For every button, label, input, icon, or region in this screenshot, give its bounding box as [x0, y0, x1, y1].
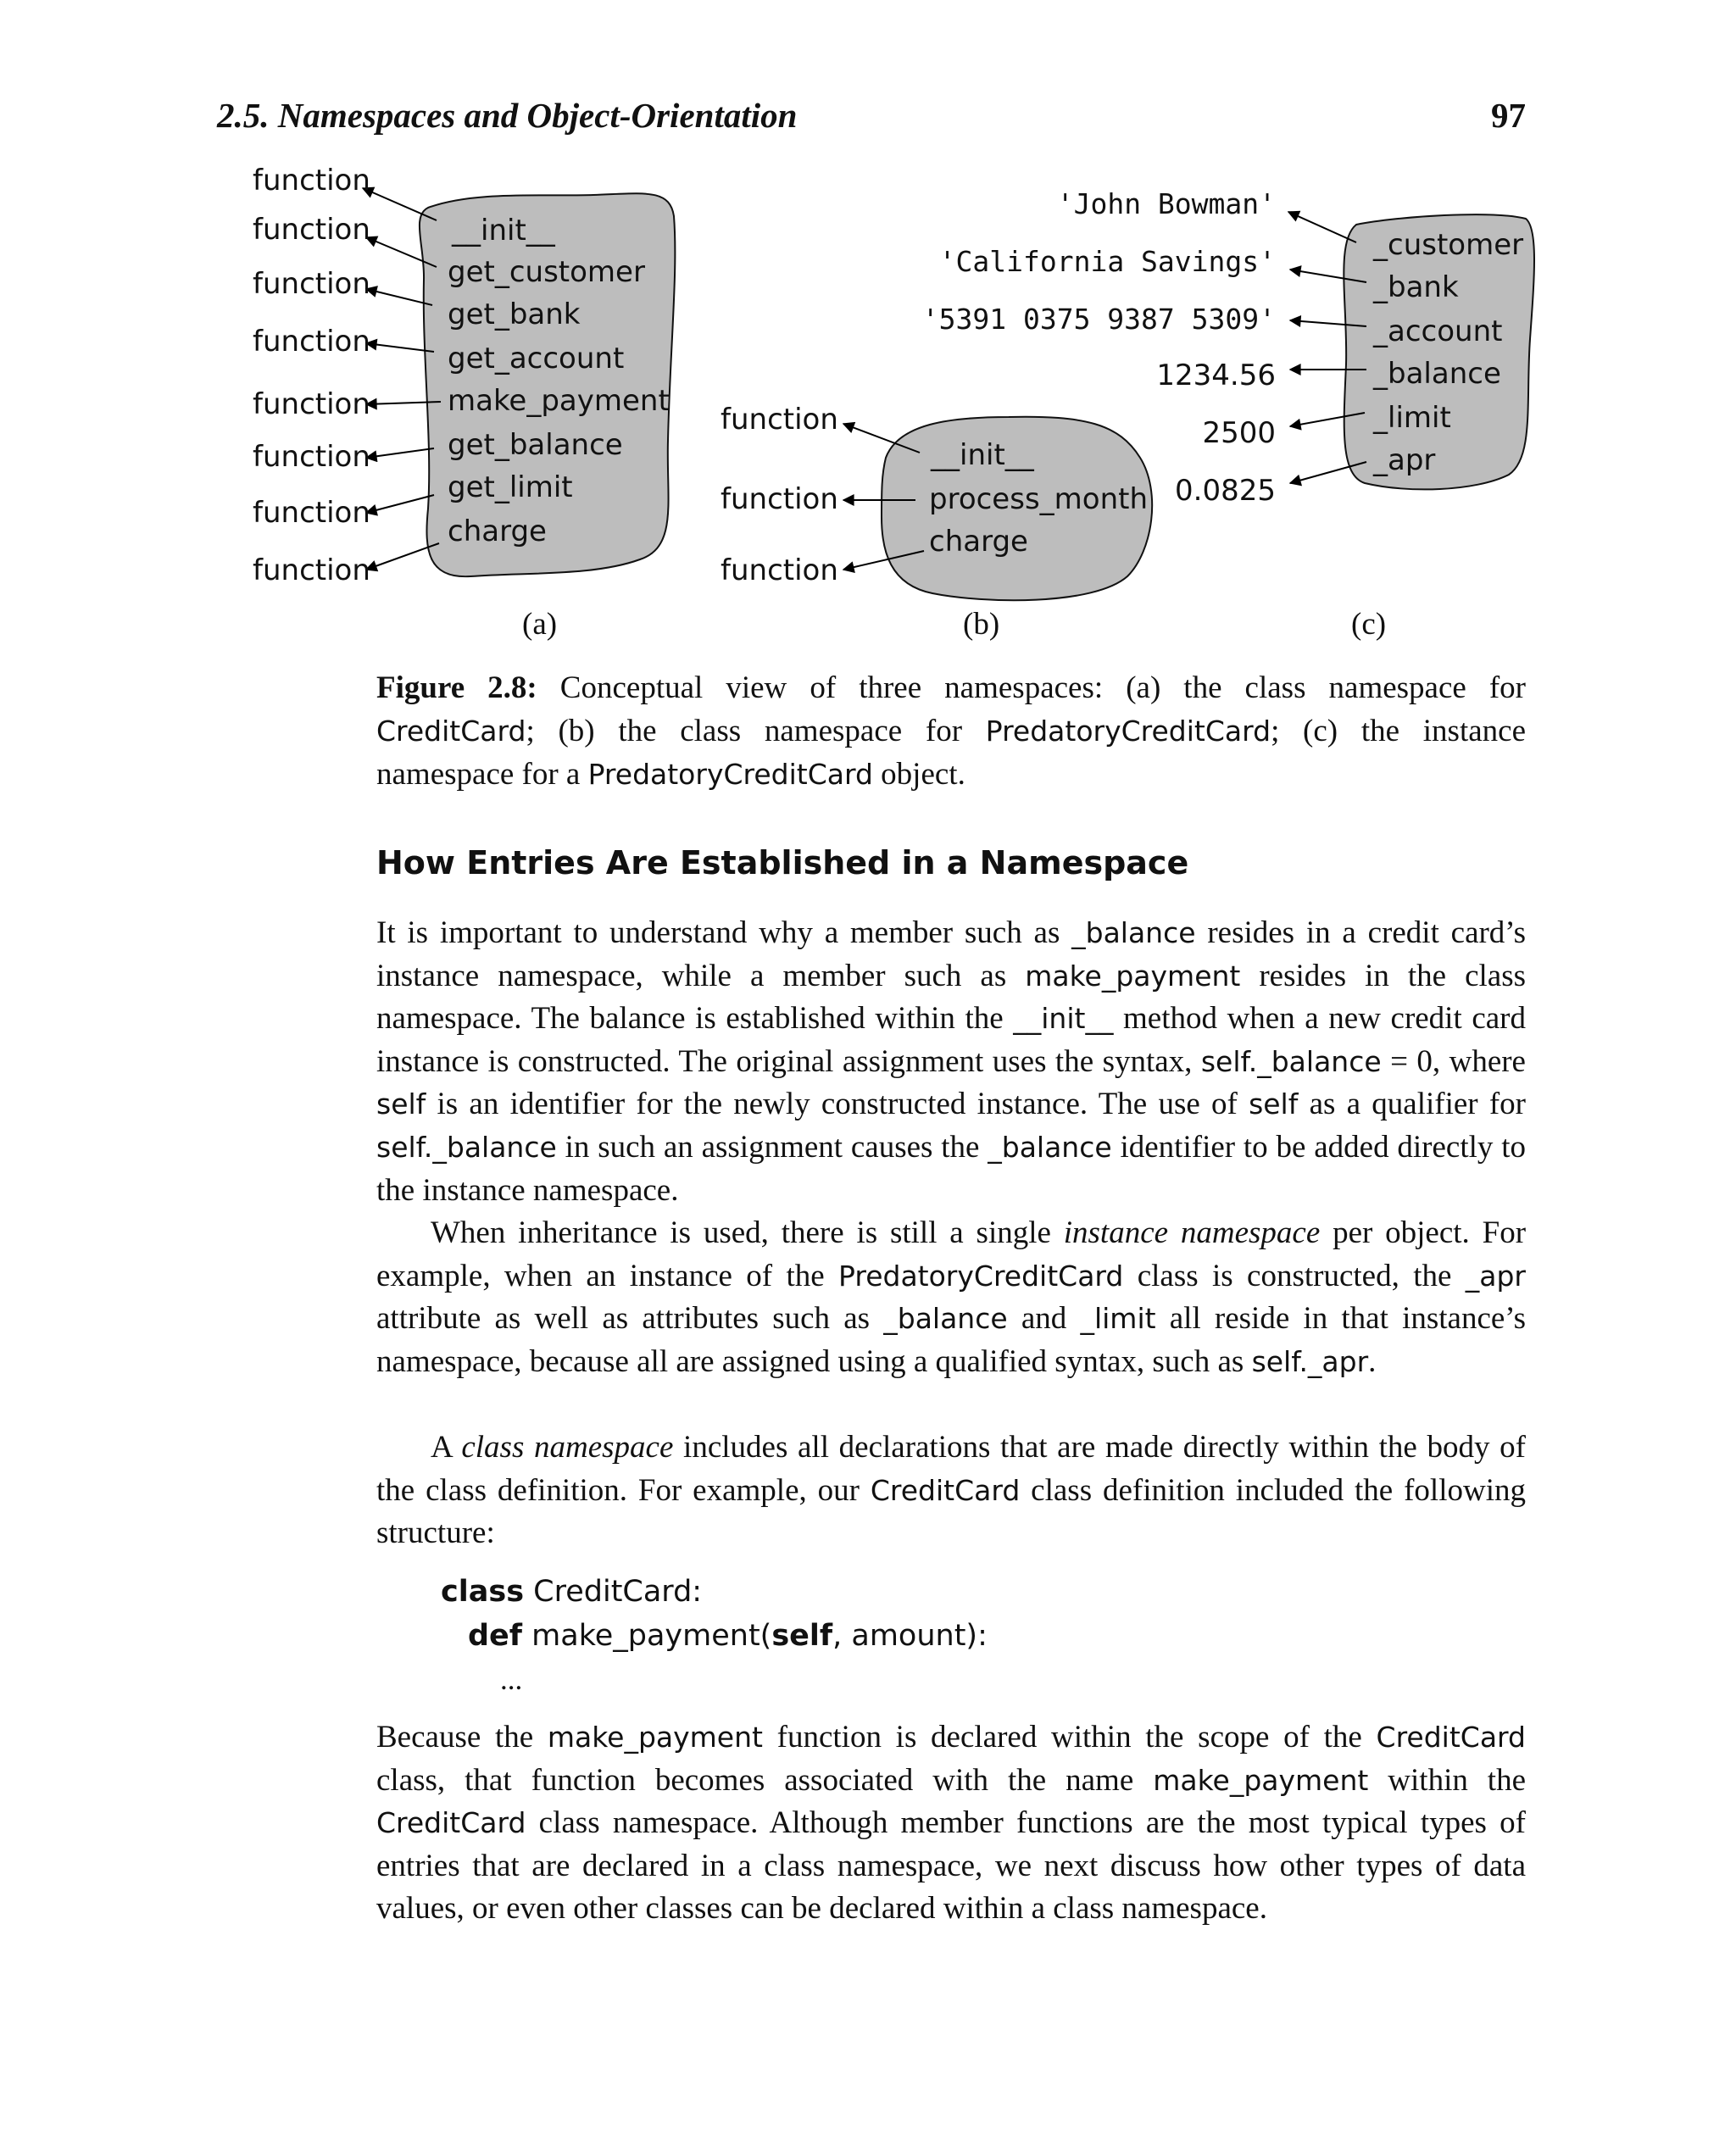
member-label-c: _limit: [1373, 401, 1451, 435]
member-label-a: get_balance: [448, 428, 623, 462]
member-label-c: _balance: [1373, 357, 1501, 391]
member-label-a: __init__: [452, 214, 555, 247]
member-label-b: charge: [929, 525, 1028, 559]
caption-text: Conceptual view of three namespaces: (a) the class namespace for: [537, 670, 1526, 705]
member-label-c: _account: [1373, 314, 1503, 348]
caption-text: ; (c) the instance namespace for a: [376, 714, 1526, 792]
caption-text: ; (b) the class namespace for: [526, 714, 986, 748]
member-label-c: _apr: [1373, 443, 1436, 477]
section-title: 2.5. Namespaces and Object-Orientation: [217, 96, 798, 135]
member-label-a: get_customer: [448, 255, 645, 289]
function-label-a: function: [253, 164, 370, 197]
paragraph-1: It is important to understand why a member such as _balance resides in a credit card’s instance namespace, while a member such as make_payment resides in the class namespace. The balance is established within the __init__ method when a new credit card instance is constructed. The original assignment uses the syntax, self._balance = 0, where self is an identifier for the newly constructed instance. The use of self as a qualifier for self._balance in such an assignment causes the _balance identifier to be added directly to the instance namespace.: [376, 915, 1526, 1208]
caption-code: PredatoryCreditCard: [985, 715, 1271, 748]
function-label-a: function: [253, 267, 370, 301]
value-label-c: 2500: [1202, 416, 1276, 450]
code-line-2: def make_payment(self, amount):: [468, 1619, 988, 1653]
code-line-1: class CreditCard:: [441, 1575, 703, 1609]
value-label-c: 'California Savings': [938, 245, 1276, 278]
page-number: 97: [1491, 96, 1526, 135]
panel-b-sublabel: (b): [963, 607, 1000, 642]
function-label-b: function: [721, 482, 838, 516]
caption-label: Figure 2.8:: [376, 670, 537, 705]
caption-code: CreditCard: [376, 715, 526, 748]
member-label-a: get_account: [448, 342, 625, 375]
panel-c-sublabel: (c): [1351, 607, 1387, 642]
function-label-a: function: [253, 553, 370, 587]
member-label-c: _customer: [1373, 228, 1524, 262]
section-heading: How Entries Are Established in a Namespace: [376, 844, 1189, 881]
function-label-a: function: [253, 440, 370, 474]
function-label-a: function: [253, 496, 370, 530]
paragraph-4: Because the make_payment function is declared within the scope of the CreditCard class, that function becomes associated with the name make_payment within the CreditCard class namespace. Although member functions are the most typical types of entries that are declared in a class namespace, we next discuss how other types of data values, or even other classes can be declared within a class namespace.: [376, 1720, 1527, 1927]
value-label-c: 0.0825: [1175, 474, 1276, 508]
member-label-b: process_month: [929, 482, 1149, 516]
member-label-a: get_bank: [448, 298, 581, 331]
member-label-c: _bank: [1373, 270, 1459, 304]
value-label-c: 'John Bowman': [1056, 187, 1276, 220]
figure-caption: [376, 666, 1526, 796]
paragraph-2: When inheritance is used, there is still a single instance namespace per object. For example, when an instance of the PredatoryCreditCard class is constructed, the _apr attribute as well as attributes such as _balance and _limit all reside in that instance’s namespace, because all are assigned using a qualified syntax, such as self._apr.: [376, 1215, 1527, 1379]
member-label-a: charge: [448, 514, 547, 548]
function-label-b: function: [721, 553, 838, 587]
member-label-a: get_limit: [448, 470, 573, 504]
function-label-b: function: [721, 403, 838, 437]
paragraph-3: A class namespace includes all declarations that are made directly within the body of the class definition. For example, our CreditCard class definition included the following structure:: [376, 1430, 1526, 1551]
value-label-c: 1234.56: [1156, 359, 1276, 392]
code-block: [441, 1570, 988, 1702]
function-label-a: function: [253, 325, 370, 359]
function-label-a: function: [253, 213, 370, 247]
panel-a-sublabel: (a): [522, 607, 558, 642]
value-label-c: '5391 0375 9387 5309': [921, 303, 1276, 336]
function-label-a: function: [253, 387, 370, 421]
caption-text: object.: [872, 757, 965, 792]
caption-code: PredatoryCreditCard: [587, 758, 873, 791]
code-line-3: ...: [500, 1663, 523, 1696]
member-label-a: make_payment: [448, 384, 670, 418]
figure-2-8: [0, 0, 1736, 661]
member-label-b: __init__: [931, 438, 1034, 472]
